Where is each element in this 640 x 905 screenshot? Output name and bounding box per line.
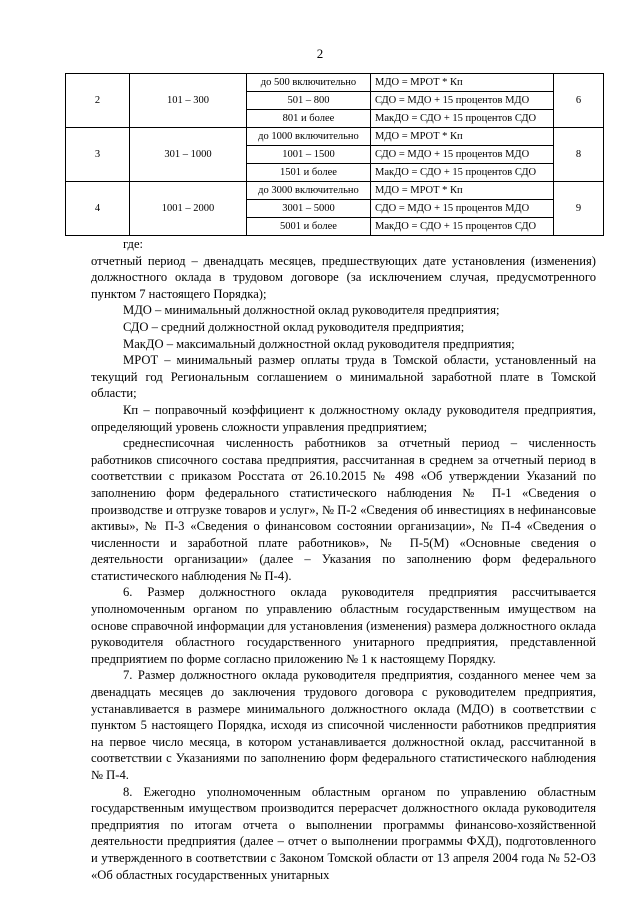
staff-range-cell: 1001 – 2000: [130, 182, 247, 236]
revenue-range-cell: до 1000 включительно: [247, 128, 371, 146]
body-text: [91, 236, 596, 883]
group-number-cell: 3: [66, 128, 130, 182]
paragraph: 7. Размер должностного оклада руководителя предприятия, созданного менее чем за двенадцать месяцев до заключения трудового договора с руководителем предприятия, устанавливается в размере минимального должностного оклада (МДО) в соответствии с пунктом 5 настоящего Порядка, исходя из списочной численности работников предприятия на первое число месяца, в котором устанавливается должностной оклад, рассчитанной в соответствии с Указаниями по заполнению форм федерального статистического наблюдения № П-4.: [91, 668, 596, 782]
revenue-range-cell: до 3000 включительно: [247, 182, 371, 200]
paragraph: МРОТ – минимальный размер оплаты труда в Томской области, установленный на текущий год Региональным соглашением о минимальной заработной плате в Томской области;: [91, 353, 596, 401]
paragraph: где:: [123, 237, 144, 251]
staff-range-cell: 101 – 300: [130, 74, 247, 128]
revenue-range-cell: до 500 включительно: [247, 74, 371, 92]
revenue-range-cell: 1001 – 1500: [247, 146, 371, 164]
table-row: [66, 74, 604, 92]
paragraph: Кп – поправочный коэффициент к должностному окладу руководителя предприятия, определяющий уровень сложности управления предприятием;: [91, 402, 596, 434]
paragraph: 6. Размер должностного оклада руководителя предприятия рассчитывается уполномоченным органом по управлению областным государственным имуществом на основе справочной информации для установления (изменения) размера должностного оклада руководителя областного государственного унитарного предприятия, представленной предприятием по форме согласно приложению № 1 к настоящему Порядку.: [91, 585, 596, 666]
formula-cell: МакДО = СДО + 15 процентов СДО: [371, 218, 554, 236]
paragraph: СДО – средний должностной оклад руководителя предприятия;: [123, 319, 465, 334]
formula-cell: СДО = МДО + 15 процентов МДО: [371, 146, 554, 164]
table-row: [66, 128, 604, 146]
revenue-range-cell: 801 и более: [247, 110, 371, 128]
formula-cell: МакДО = СДО + 15 процентов СДО: [371, 164, 554, 182]
group-number-cell: 4: [66, 182, 130, 236]
revenue-range-cell: 501 – 800: [247, 92, 371, 110]
table-row: [66, 182, 604, 200]
salary-table: [65, 73, 604, 236]
formula-cell: СДО = МДО + 15 процентов МДО: [371, 200, 554, 218]
formula-cell: МДО = МРОТ * Кп: [371, 182, 554, 200]
paragraph: среднесписочная численность работников за отчетный период – численность работников списочного состава предприятия, рассчитанная в среднем за отчетный период в соответствии с приказом Росстата от 26.10.2015 № 498 «Об утверждении Указаний по заполнению форм федерального статистического наблюдения № П-1 «Сведения о производстве и отгрузке товаров и услуг», № П-2 «Сведения об инвестициях в нефинансовые активы», № П-3 «Сведения о финансовом состоянии организации», № П-4 «Сведения о численности и заработной плате работников», № П-5(М) «Основные сведения о деятельности организации» (далее – Указания по заполнению форм федерального статистического наблюдения № П-4).: [91, 436, 596, 583]
group-number-cell: 2: [66, 74, 130, 128]
revenue-range-cell: 1501 и более: [247, 164, 371, 182]
paragraph: отчетный период – двенадцать месяцев, предшествующих дате установления (изменения) должностного оклада в трудовом договоре (за исключением случая, предусмотренного пунктом 7 настоящего Порядка);: [91, 253, 596, 301]
paragraph: МакДО – максимальный должностной оклад руководителя предприятия;: [123, 336, 515, 351]
revenue-range-cell: 3001 – 5000: [247, 200, 371, 218]
paragraph: МДО – минимальный должностной оклад руководителя предприятия;: [123, 303, 500, 318]
staff-range-cell: 301 – 1000: [130, 128, 247, 182]
formula-cell: МДО = МРОТ * Кп: [371, 128, 554, 146]
coefficient-cell: 9: [554, 182, 604, 236]
paragraph: 8. Ежегодно уполномоченным областным органом по управлению областным государственным имуществом производится перерасчет должностного оклада руководителя предприятия по итогам отчета о выполнении программы финансово-хозяйственной деятельности предприятия (далее – отчет о выполнении программы ФХД), подготовленного и утвержденного в соответствии с Законом Томской области от 13 апреля 2004 года № 52-ОЗ «Об областных государственных унитарных: [91, 784, 596, 882]
revenue-range-cell: 5001 и более: [247, 218, 371, 236]
formula-cell: МакДО = СДО + 15 процентов СДО: [371, 110, 554, 128]
coefficient-cell: 6: [554, 74, 604, 128]
coefficient-cell: 8: [554, 128, 604, 182]
formula-cell: МДО = МРОТ * Кп: [371, 74, 554, 92]
formula-cell: СДО = МДО + 15 процентов МДО: [371, 92, 554, 110]
page-number: 2: [316, 46, 324, 61]
